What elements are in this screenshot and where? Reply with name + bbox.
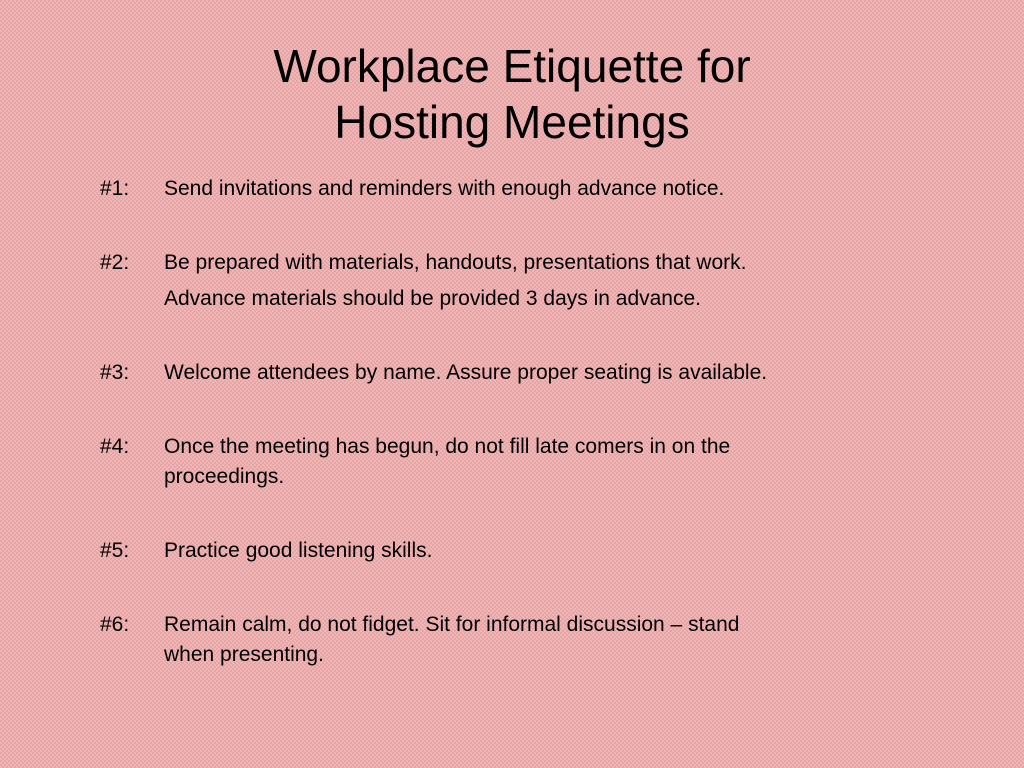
slide-title (0, 38, 1024, 150)
item-text-line: Once the meeting has begun, do not fill late comers in on the (164, 435, 731, 458)
item-text-line: Send invitations and reminders with enough advance notice. (164, 177, 725, 200)
item-text-line: Welcome attendees by name. Assure proper seating is available. (164, 361, 768, 384)
item-number: #1: (100, 177, 130, 200)
item-text-line: Advance materials should be provided 3 days in advance. (164, 287, 701, 310)
item-text (164, 174, 920, 204)
list-item-2 (100, 248, 920, 314)
etiquette-list (100, 174, 920, 714)
item-text-line: Be prepared with materials, handouts, presentations that work. (164, 251, 747, 274)
item-text-line: when presenting. (164, 643, 324, 666)
item-text-line: Remain calm, do not fidget. Sit for informal discussion – stand (164, 613, 740, 636)
list-item-3 (100, 358, 920, 388)
title-line-2: Hosting Meetings (334, 96, 690, 148)
item-text-line: proceedings. (164, 465, 285, 488)
item-text (164, 248, 920, 314)
item-number: #2: (100, 251, 130, 274)
item-number: #5: (100, 539, 130, 562)
item-text (164, 536, 920, 566)
item-text (164, 610, 920, 670)
item-text (164, 432, 920, 492)
item-text-line: Practice good listening skills. (164, 539, 433, 562)
item-text (164, 358, 920, 388)
item-number: #3: (100, 361, 130, 384)
item-number: #4: (100, 435, 130, 458)
list-item-1 (100, 174, 920, 204)
title-line-1: Workplace Etiquette for (273, 40, 751, 92)
list-item-4 (100, 432, 920, 492)
item-number: #6: (100, 613, 130, 636)
list-item-5 (100, 536, 920, 566)
list-item-6 (100, 610, 920, 670)
